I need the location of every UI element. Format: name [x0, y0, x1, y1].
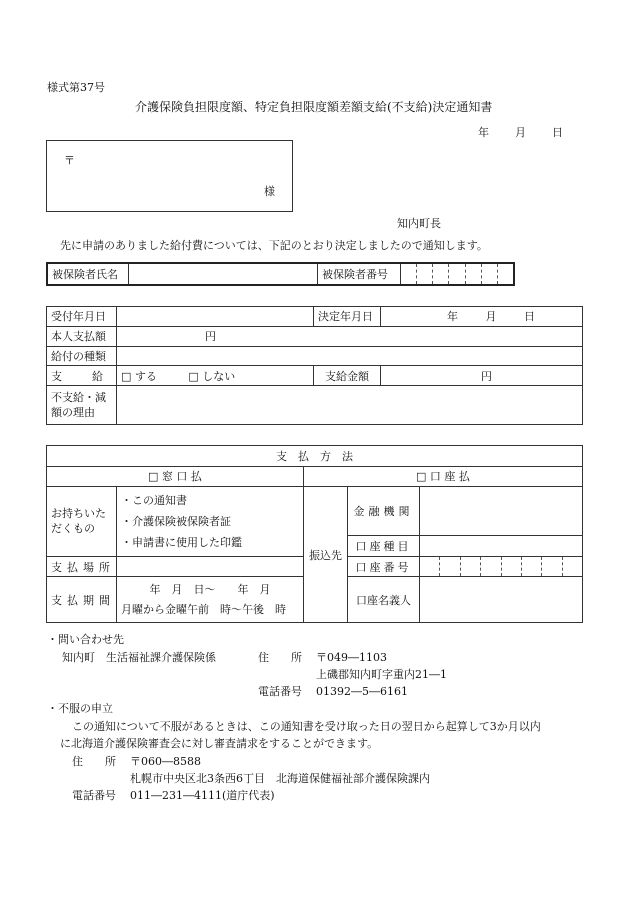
- appeal-addr-label: 住 所: [72, 755, 116, 768]
- appeal-text-2: に北海道介護保険審査会に対し審査請求をすることができます。: [60, 737, 379, 750]
- payment-options: [117, 366, 314, 386]
- form-number: 様式第37号: [47, 81, 105, 94]
- address-box: [46, 140, 293, 212]
- bank-label: 金融機関: [348, 487, 420, 536]
- bring-item: ・介護保険被保険者証: [121, 514, 231, 528]
- page-title: 介護保険負担限度額、特定負担限度額差額支給(不支給)決定通知書: [135, 100, 493, 114]
- amount-value: 円: [381, 366, 583, 386]
- inquiry-office: 知内町 生活福祉課介護保険係: [62, 651, 216, 664]
- insured-name-label: 被保険者氏名: [47, 263, 129, 285]
- transfer-label: 振込先: [304, 487, 348, 623]
- inquiry-postal: 〒049―1103: [316, 651, 387, 664]
- payment-label: 支 給: [47, 366, 117, 386]
- place-label: 支払場所: [47, 556, 117, 577]
- appeal-tel: 011―231―4111(道庁代表): [130, 789, 275, 802]
- acct-name-label: 口座名義人: [348, 577, 420, 623]
- reason-label: 不支給・減額の理由: [47, 386, 117, 425]
- period-value: 年 月 日～ 年 月 月曜から金曜午前 時～午後 時: [117, 577, 304, 623]
- reason-value: [117, 386, 583, 425]
- decided-label: 決定年月日: [314, 307, 381, 327]
- bring-items: [117, 487, 304, 556]
- opt-dont[interactable]: □ しない: [188, 369, 236, 383]
- insured-number-value: [401, 263, 515, 285]
- appeal-text-1: この通知について不服があるときは、この通知書を受け取った日の翌日から起算して3か月以内: [72, 720, 541, 733]
- bank-value: [420, 487, 583, 536]
- appeal-tel-label: 電話番号: [72, 789, 116, 802]
- inquiry-address: 上磯郡知内町字重内21―1: [316, 668, 447, 681]
- inquiry-tel-label: 電話番号: [258, 685, 302, 698]
- appeal-heading: ・不服の申立: [47, 702, 113, 715]
- inquiry-heading: ・問い合わせ先: [47, 633, 124, 646]
- postal-mark: 〒: [64, 154, 75, 167]
- acct-name-value: [420, 577, 583, 623]
- account-header[interactable]: □ 口 座 払: [304, 466, 583, 487]
- insured-name-value: [129, 263, 318, 285]
- acct-type-label: 口座種目: [348, 536, 420, 557]
- bring-item: ・この通知書: [121, 493, 187, 507]
- window-header[interactable]: □ 窓 口 払: [47, 466, 304, 487]
- bring-item: ・申請書に使用した印鑑: [121, 535, 242, 549]
- issuer: 知内町長: [397, 217, 441, 230]
- inquiry-tel: 01392―5―6161: [316, 685, 408, 698]
- acct-num-label: 口座番号: [348, 556, 420, 577]
- inquiry-addr-label: 住 所: [258, 651, 302, 664]
- sama-label: 様: [264, 185, 275, 198]
- date-year: 年: [478, 126, 489, 139]
- insured-table: [46, 262, 515, 286]
- date-month: 月: [515, 126, 526, 139]
- self-pay-label: 本人支払額: [47, 326, 117, 346]
- bring-label: お持ちいただくもの: [47, 487, 117, 556]
- opt-do[interactable]: □ する: [121, 369, 157, 383]
- benefit-type-value: [117, 346, 583, 366]
- period-label: 支払期間: [47, 577, 117, 623]
- acct-num-value: [420, 556, 583, 577]
- payment-table: [46, 445, 583, 623]
- appeal-postal: 〒060―8588: [130, 755, 201, 768]
- place-value: [117, 556, 304, 577]
- date-day: 日: [552, 126, 563, 139]
- acct-type-value: [420, 536, 583, 557]
- received-label: 受付年月日: [47, 307, 117, 327]
- insured-number-label: 被保険者番号: [318, 263, 401, 285]
- intro-text: 先に申請のありました給付費については、下記のとおり決定しましたので通知します。: [60, 239, 488, 252]
- amount-label: 支給金額: [314, 366, 381, 386]
- self-pay-value: 円: [117, 326, 583, 346]
- decided-value: 年 月 日: [381, 307, 583, 327]
- benefit-type-label: 給付の種類: [47, 346, 117, 366]
- payment-header: 支 払 方 法: [47, 446, 583, 467]
- received-value: [117, 307, 314, 327]
- details-table: [46, 306, 583, 425]
- appeal-address: 札幌市中央区北3条西6丁目 北海道保健福祉部介護保険課内: [130, 772, 430, 785]
